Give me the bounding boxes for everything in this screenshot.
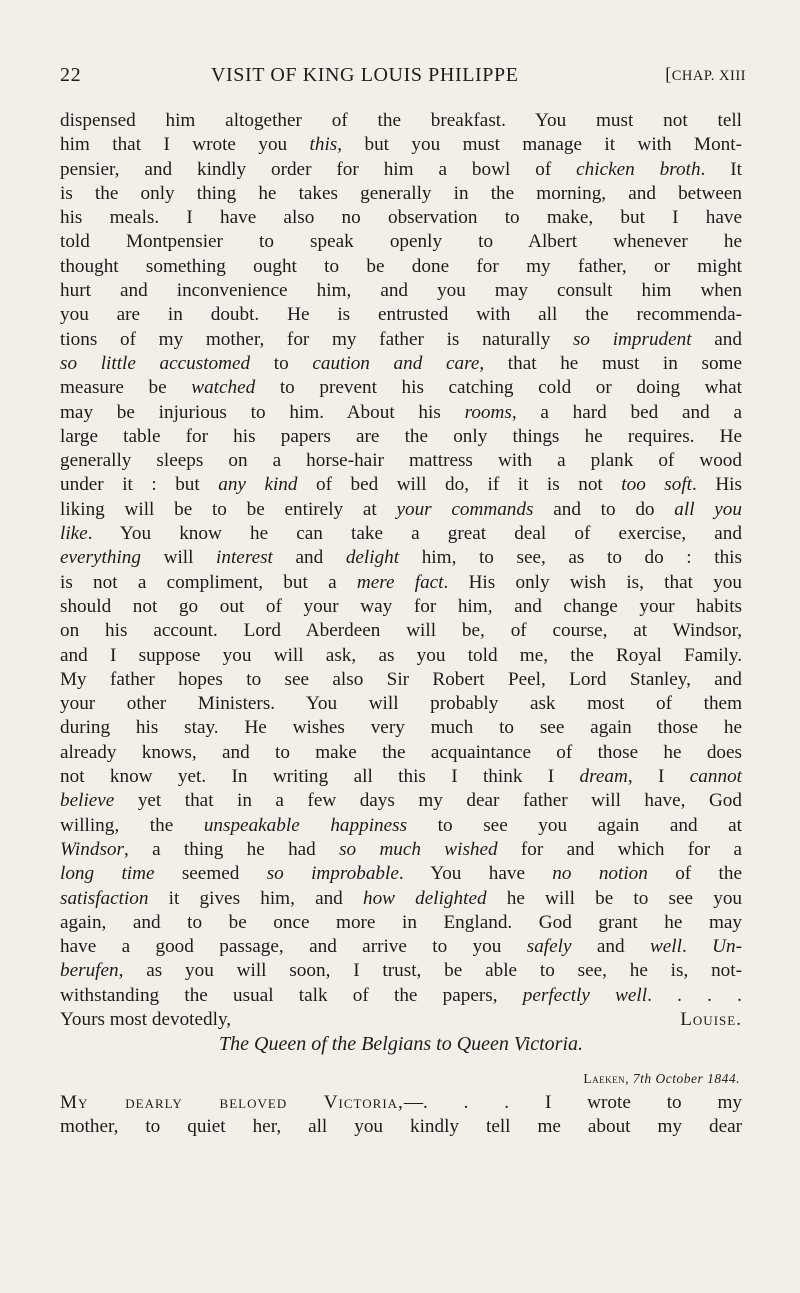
text-line: willing, the unspeakable happiness to see you again and at bbox=[60, 814, 742, 836]
italic-emphasis: satisfaction bbox=[60, 887, 149, 909]
text-line: generally sleeps on a horse-hair mattress with a plank of wood bbox=[60, 450, 742, 472]
italic-emphasis: interest bbox=[216, 547, 273, 569]
text-line: tions of my mother, for my father is naturally so imprudent and bbox=[60, 328, 742, 350]
chapter-label: CHAP. XIII bbox=[671, 68, 746, 84]
text-line: is not a compliment, but a mere fact. His only wish is, that you bbox=[60, 571, 742, 593]
text-line: measure be watched to prevent his catching cold or doing what bbox=[60, 377, 742, 399]
text-line: berufen, as you will soon, I trust, be able to see, he is, not- bbox=[60, 960, 742, 982]
text-line: already knows, and to make the acquaintance of those he does bbox=[60, 741, 742, 763]
italic-emphasis: chicken broth bbox=[576, 158, 701, 180]
italic-emphasis: cannot bbox=[689, 766, 742, 788]
text-line: your other Ministers. You will probably ask most of them bbox=[60, 693, 742, 715]
italic-emphasis: rooms bbox=[464, 401, 512, 423]
salutation: My dearly beloved Victoria, bbox=[60, 1092, 404, 1113]
dateline bbox=[583, 1071, 740, 1087]
italic-emphasis: well bbox=[649, 936, 682, 958]
text-line: and I suppose you will ask, as you told me, the Royal Family. bbox=[60, 644, 742, 666]
page-header bbox=[60, 60, 746, 100]
italic-emphasis: dream bbox=[579, 766, 628, 788]
italic-emphasis: so improbable bbox=[266, 863, 399, 885]
text-line: withstanding the usual talk of the papers, perfectly well. . . . bbox=[60, 984, 742, 1006]
text-line: long time seemed so improbable. You have no notion of the bbox=[60, 863, 742, 885]
running-title: VISIT OF KING LOUIS PHILIPPE bbox=[211, 64, 519, 86]
text-line: liking will be to be entirely at your commands and to do all you bbox=[60, 498, 742, 520]
body-lines bbox=[60, 109, 742, 1008]
closing: Yours most devotedly, bbox=[60, 1008, 232, 1030]
italic-emphasis: berufen bbox=[60, 960, 119, 982]
next-letter-opening bbox=[60, 1091, 742, 1140]
text-line: may be injurious to him. About his rooms, a hard bed and a bbox=[60, 401, 742, 423]
italic-emphasis: all you bbox=[674, 498, 742, 520]
italic-emphasis: everything bbox=[60, 547, 141, 569]
text-line: dispensed him altogether of the breakfast. You must not tell bbox=[60, 110, 742, 131]
italic-emphasis: so little accustomed bbox=[60, 352, 251, 374]
letter-body bbox=[60, 109, 742, 1032]
text-line: large table for his papers are the only things he requires. He bbox=[60, 425, 742, 447]
text-line: him that I wrote you this, but you must manage it with Mont- bbox=[60, 134, 742, 156]
text-line: satisfaction it gives him, and how delighted he will be to see you bbox=[60, 887, 743, 909]
text-line: everything will interest and delight him, to see, as to do : this bbox=[60, 547, 742, 569]
text-line: My father hopes to see also Sir Robert Peel, Lord Stanley, and bbox=[60, 668, 742, 690]
italic-emphasis: watched bbox=[191, 377, 256, 399]
dateline-date: 7th October 1844. bbox=[632, 1071, 740, 1086]
salutation-rest: —. . . I wrote to my bbox=[403, 1092, 742, 1113]
italic-emphasis: any kind bbox=[218, 474, 298, 496]
text-line: believe yet that in a few days my dear father will have, God bbox=[60, 790, 742, 812]
italic-emphasis: mere fact bbox=[356, 571, 444, 593]
text-line: Windsor, a thing he had so much wished for and which for a bbox=[60, 838, 742, 860]
italic-emphasis: so imprudent bbox=[572, 328, 692, 350]
italic-emphasis: unspeakable happiness bbox=[203, 814, 408, 836]
text-line: on his account. Lord Aberdeen will be, of course, at Windsor, bbox=[60, 620, 742, 642]
italic-emphasis: believe bbox=[60, 790, 115, 812]
text-line: his meals. I have also no observation to make, but I have bbox=[60, 207, 742, 229]
text-line: so little accustomed to caution and care, that he must in some bbox=[60, 352, 742, 374]
letter-heading: The Queen of the Belgians to Queen Victoria. bbox=[219, 1033, 583, 1055]
text-line: during his stay. He wishes very much to see again those he bbox=[60, 717, 742, 739]
text-line: you are in doubt. He is entrusted with all the recommenda- bbox=[60, 304, 742, 326]
italic-emphasis: too soft bbox=[621, 474, 693, 496]
italic-emphasis: like bbox=[60, 523, 88, 545]
text-line: have a good passage, and arrive to you safely and well. Un- bbox=[60, 936, 742, 958]
chapter-marker bbox=[665, 64, 746, 85]
text-line: again, and to be once more in England. God grant he may bbox=[60, 911, 742, 933]
text-line: told Montpensier to speak openly to Albert whenever he bbox=[60, 231, 742, 253]
italic-emphasis: delight bbox=[345, 547, 400, 569]
italic-emphasis: safely bbox=[526, 936, 572, 958]
page-number: 22 bbox=[60, 64, 82, 86]
text-line: hurt and inconvenience him, and you may consult him when bbox=[60, 280, 742, 302]
italic-emphasis: how delighted bbox=[362, 887, 487, 909]
letter-line: mother, to quiet her, all you kindly tell me about my dear bbox=[60, 1116, 742, 1138]
chapter-bracket: [ bbox=[665, 64, 672, 84]
text-line: not know yet. In writing all this I think I dream, I cannot bbox=[60, 766, 742, 788]
italic-emphasis: Windsor bbox=[60, 838, 124, 860]
italic-emphasis: perfectly well bbox=[522, 984, 648, 1006]
text-line: is the only thing he takes generally in the morning, and between bbox=[60, 182, 742, 204]
dateline-place: Laeken, bbox=[583, 1071, 629, 1086]
italic-emphasis: caution and care bbox=[312, 352, 480, 374]
italic-emphasis: long time bbox=[60, 863, 155, 885]
italic-emphasis: so much wished bbox=[339, 838, 498, 860]
signature: Louise. bbox=[680, 1008, 742, 1030]
italic-emphasis: this bbox=[309, 134, 338, 156]
salutation-line bbox=[60, 1091, 742, 1115]
text-line: thought something ought to be done for my father, or might bbox=[60, 255, 742, 277]
text-line: under it : but any kind of bed will do, if it is not too soft. His bbox=[60, 474, 742, 496]
italic-emphasis: your commands bbox=[396, 498, 534, 520]
signoff-line bbox=[60, 1008, 742, 1032]
italic-emphasis: Un- bbox=[712, 936, 742, 958]
text-line: should not go out of your way for him, and change your habits bbox=[60, 595, 742, 617]
text-line: like. You know he can take a great deal of exercise, and bbox=[60, 523, 742, 545]
italic-emphasis: no notion bbox=[552, 863, 648, 885]
text-line: pensier, and kindly order for him a bowl of chicken broth. It bbox=[60, 158, 742, 180]
